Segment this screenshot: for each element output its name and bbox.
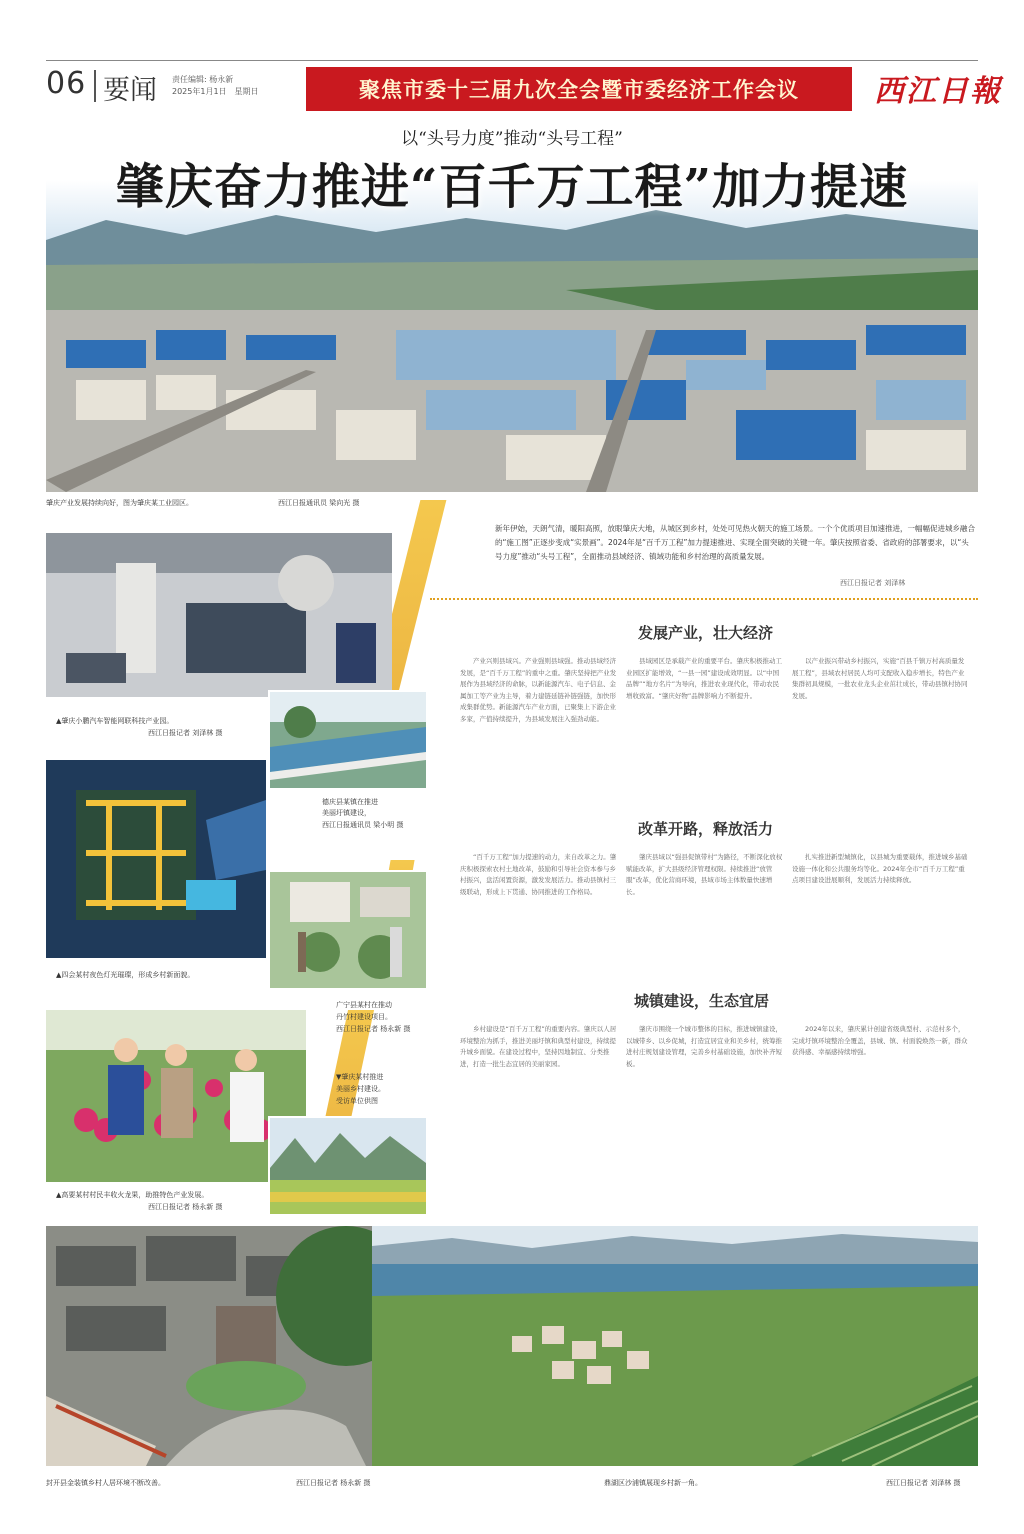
newspaper-masthead: 西江日報 xyxy=(874,74,1002,109)
date-line: 2025年1月1日 星期日 xyxy=(172,87,259,96)
section-title-urban: 城镇建设，生态宜居 xyxy=(634,992,770,1010)
body-column xyxy=(626,852,784,900)
river-caption-2: 美丽圩镇建设， xyxy=(322,809,371,817)
bottom-right-credit: 西江日报记者 刘泽林 摄 xyxy=(886,1479,961,1487)
factory-caption: ▲肇庆小鹏汽车智能网联科技产业园。 xyxy=(56,717,174,725)
top-rule xyxy=(46,60,978,61)
factory-robot-photo xyxy=(46,533,392,697)
village-caption-1: 广宁县某村在推动 xyxy=(336,1001,392,1009)
fruit-caption-1: ▼肇庆某村推进 xyxy=(336,1073,384,1081)
village-caption-2: 丹竹村建设项目。 xyxy=(336,1013,392,1021)
body-column xyxy=(460,656,618,727)
bottom-right-caption: 鼎湖区沙浦镇展现乡村新一角。 xyxy=(604,1479,702,1487)
lede-divider xyxy=(430,598,978,600)
bottom-left-credit: 西江日报记者 杨永新 摄 xyxy=(296,1479,371,1487)
body-column xyxy=(460,1024,618,1072)
body-column xyxy=(626,1024,784,1072)
fruit-credit: 受访单位供图 xyxy=(336,1097,378,1105)
body-column xyxy=(626,656,784,704)
header-divider xyxy=(94,70,96,102)
hero-caption: 肇庆产业发展持续向好，图为肇庆某工业园区。 xyxy=(46,499,193,507)
article-kicker: 以“头号力度”推动“头号工程” xyxy=(401,129,623,149)
body-paragraph: 2024年以来，肇庆累计创建省级典型村、示范村多个，完成圩镇环境整治全覆盖，县城、镇、村面貌焕然一新，群众获得感、幸福感持续增强。 xyxy=(792,1025,968,1056)
hero-credit: 西江日报通讯员 梁向光 摄 xyxy=(278,499,360,507)
body-paragraph: 产业兴则县域兴。产业强则县域强。推动县域经济发展，是“百千万工程”的重中之重。肇庆坚持把产业发展作为县域经济的命脉，以新能源汽车、电子信息、金属加工等产业为主导，着力建链延链补链强链，加快形成集群优势。新能源汽车产业方面，已聚集上下游企业多家，产值持续提升，为县域发展注入强劲动能。 xyxy=(460,657,617,723)
page-number: 06 xyxy=(46,66,87,101)
body-column xyxy=(792,1024,968,1061)
farm-caption: ▲高要某村村民丰收火龙果，助推特色产业发展。 xyxy=(56,1191,209,1199)
body-paragraph: 乡村建设是“百千万工程”的重要内容。肇庆以人居环境整治为抓手，推进美丽圩镇和典型村建设，持续提升城乡面貌。在建设过程中，坚持因地制宜、分类推进，打造一批生态宜居的美丽家园。 xyxy=(460,1025,617,1068)
night-village-photo xyxy=(46,760,266,958)
river-caption-1: 德庆县某镇在推进 xyxy=(322,798,378,806)
topic-banner: 聚焦市委十三届九次全会暨市委经济工作会议 xyxy=(306,67,852,111)
body-column xyxy=(792,852,968,889)
farm-credit: 西江日报记者 杨永新 摄 xyxy=(148,1203,223,1211)
riverside-town-photo xyxy=(268,690,428,790)
fruit-caption-2: 美丽乡村建设。 xyxy=(336,1085,385,1093)
section-title: 要闻 xyxy=(103,75,157,106)
body-column xyxy=(460,852,618,900)
article-lede: 新年伊始，天朗气清，暖阳高照，放眼肇庆大地，从城区到乡村，处处可见热火朝天的施工场景。一个个优质项目加速推进，一幅幅促进城乡融合的“施工图”正逐步变成“实景画”。2024年是“百千万工程”加力提速推进、实现全面突破的关键一年。肇庆按照省委、省政府的部署要求，以“头号力度”推动“头号工程”，全面推动县域经济、镇域功能和乡村治理的高质量发展。 xyxy=(495,524,975,561)
hero-industrial-park-photo xyxy=(46,180,978,492)
body-paragraph: 扎实推进新型城镇化，以县城为重要载体，推进城乡基础设施一体化和公共服务均等化。2024年全市“百千万工程”重点项目建设进展顺利，发展活力持续释放。 xyxy=(792,853,968,884)
editor-line: 责任编辑: 杨永新 xyxy=(172,75,234,84)
dragon-fruit-harvest-photo xyxy=(46,1010,306,1182)
night-caption: ▲四会某村夜色灯光璀璨，形成乡村新面貌。 xyxy=(56,971,195,979)
body-column xyxy=(792,656,968,704)
river-credit: 西江日报通讯员 梁小明 摄 xyxy=(322,821,404,829)
riverside-farmland-photo xyxy=(372,1226,978,1466)
factory-credit: 西江日报记者 刘泽林 摄 xyxy=(148,729,223,737)
section-title-reform: 改革开路，释放活力 xyxy=(638,820,774,838)
body-paragraph: 肇庆市围绕一个城市整体的目标，推进城镇建设，以城带乡、以乡促城，打造宜居宜业和美乡村，统筹推进村庄规划建设管理，完善乡村基础设施，加快补齐短板。 xyxy=(626,1025,782,1068)
body-paragraph: “百千万工程”加力提速的动力，来自改革之力。肇庆积极探索农村土地改革，鼓励和引导社会资本参与乡村振兴，盘活闲置资源，激发发展活力。推动县镇村三级联动，形成上下贯通、协同推进的工作格局。 xyxy=(460,853,617,896)
lede-credit: 西江日报记者 刘泽林 xyxy=(840,579,906,587)
bottom-left-caption: 封开县金装镇乡村人居环境不断改善。 xyxy=(46,1479,165,1487)
body-paragraph: 县域园区是承载产业的重要平台。肇庆积极推动工业园区扩能增效，“一县一园”建设成效明显。以“中国品牌”“地方名片”为导向，推进农业现代化，带动农民增收致富。“肇庆好物”品牌影响力不断提升。 xyxy=(626,657,782,700)
body-paragraph: 以产业振兴带动乡村振兴，实施“百县千镇万村高质量发展工程”，县域农村居民人均可支配收入稳步增长，特色产业集群初具规模，一批农业龙头企业茁壮成长，带动县镇村协同发展。 xyxy=(792,657,968,700)
article-headline: 肇庆奋力推进“百千万工程”加力提速 xyxy=(115,159,909,215)
body-paragraph: 肇庆县域以“强县促镇带村”为路径，不断深化放权赋能改革，扩大县级经济管理权限。持续推进“放管服”改革，优化营商环境，县域市场主体数量快速增长。 xyxy=(626,853,783,896)
karst-landscape-photo xyxy=(268,1116,428,1216)
section-title-industry: 发展产业，壮大经济 xyxy=(638,624,774,642)
village-orchard-photo xyxy=(268,870,428,990)
village-credit: 西江日报记者 杨永新 摄 xyxy=(336,1025,411,1033)
